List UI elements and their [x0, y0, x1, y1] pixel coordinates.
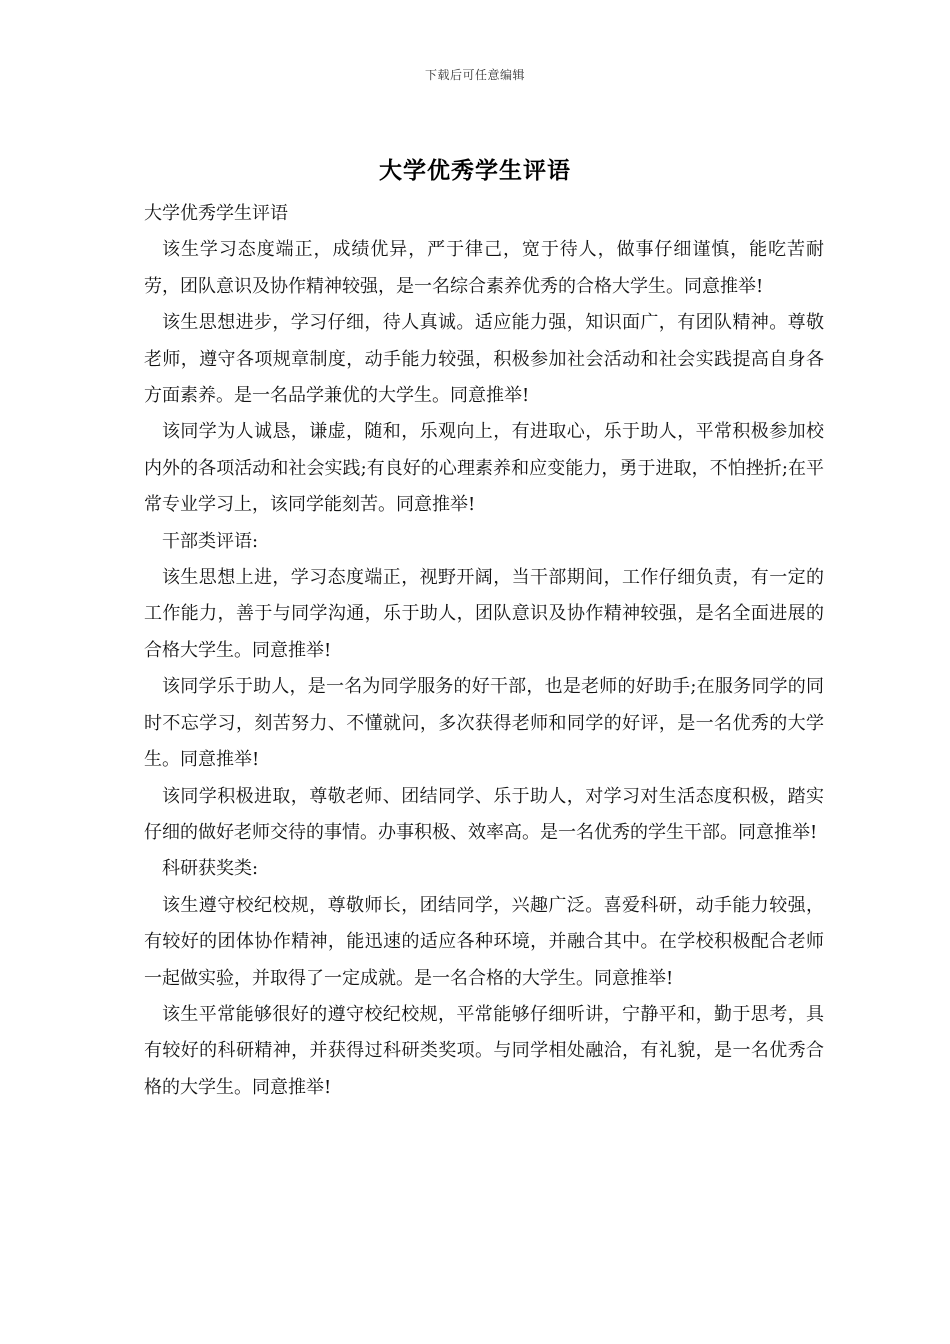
paragraph: 该生平常能够很好的遵守校纪校规，平常能够仔细听讲，宁静平和，勤于思考，具有较好的科研精神，并获得过科研类奖项。与同学相处融洽，有礼貌，是一名优秀合格的大学生。同意推举! [144, 1003, 824, 1098]
document-title: 大学优秀学生评语 [379, 157, 571, 184]
document-subtitle: 大学优秀学生评语 [144, 203, 288, 224]
section-heading-research: 科研获奖类: [162, 858, 259, 880]
header-note: 下载后可任意编辑 [424, 68, 525, 82]
paragraph: 该生思想进步，学习仔细，待人真诚。适应能力强，知识面广，有团队精神。尊敬老师，遵守各项规章制度，动手能力较强，积极参加社会活动和社会实践提高自身各方面素养。是一名品学兼优的大学生。同意推举! [144, 312, 824, 407]
paragraph: 该生思想上进，学习态度端正，视野开阔，当干部期间，工作仔细负责，有一定的工作能力，善于与同学沟通，乐于助人，团队意识及协作精神较强，是名全面进展的合格大学生。同意推举! [144, 567, 824, 661]
paragraph: 该同学积极进取，尊敬老师、团结同学、乐于助人，对学习对生活态度积极，踏实仔细的做好老师交待的事情。办事积极、效率高。是一名优秀的学生干部。同意推举! [144, 785, 824, 843]
paragraph: 该同学为人诚恳，谦虚，随和，乐观向上，有进取心，乐于助人，平常积极参加校内外的各项活动和社会实践;有良好的心理素养和应变能力，勇于进取，不怕挫折;在平常专业学习上，该同学能刻苦。同意推举! [144, 421, 824, 516]
section-heading-cadre: 干部类评语: [162, 530, 259, 552]
document-body [144, 196, 824, 1106]
paragraph: 该生学习态度端正，成绩优异，严于律己，宽于待人，做事仔细谨慎，能吃苦耐劳，团队意识及协作精神较强，是一名综合素养优秀的合格大学生。同意推举! [144, 239, 824, 297]
paragraph: 该生遵守校纪校规，尊敬师长，团结同学，兴趣广泛。喜爱科研，动手能力较强，有较好的团体协作精神，能迅速的适应各种环境，并融合其中。在学校积极配合老师一起做实验，并取得了一定成就。是一名合格的大学生。同意推举! [144, 894, 824, 989]
paragraph: 该同学乐于助人，是一名为同学服务的好干部，也是老师的好助手;在服务同学的同时不忘学习，刻苦努力、不懂就问，多次获得老师和同学的好评，是一名优秀的大学生。同意推举! [144, 676, 824, 771]
